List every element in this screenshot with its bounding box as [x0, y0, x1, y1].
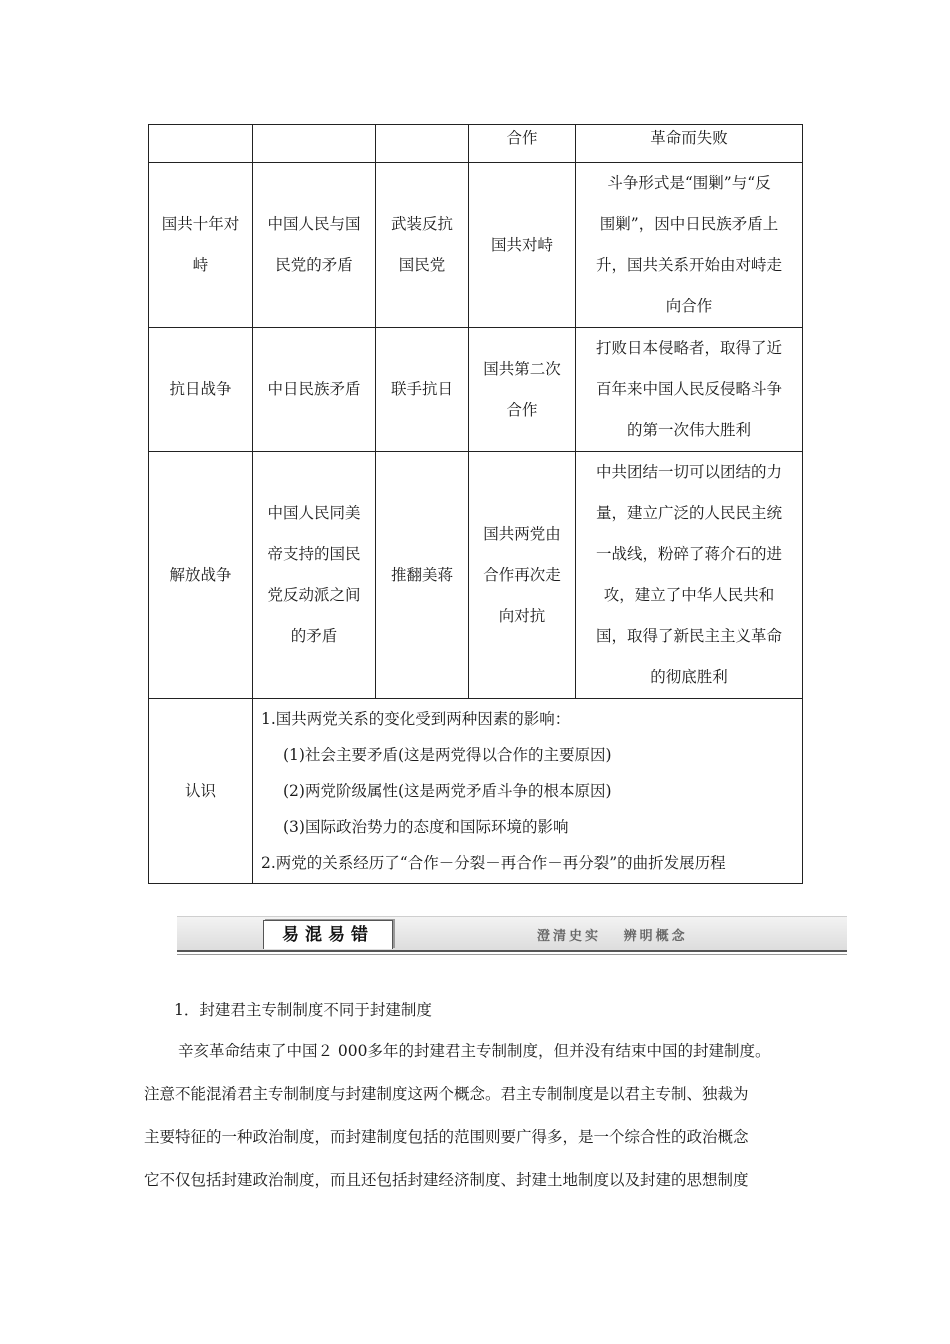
result-line: 打败日本侵略者，取得了近 [595, 339, 782, 357]
conflict-line: 的矛盾 [290, 627, 338, 645]
period-cell: 抗日战争 [149, 328, 253, 452]
result-cell [576, 328, 803, 452]
paragraph-line: 它不仅包括封建政治制度，而且还包括封建经济制度、封建土地制度以及封建的思想制度 [144, 1171, 749, 1189]
result-line: 斗争形式是“围剿”与“反 [607, 174, 771, 192]
notes-point: 2.两党的关系经历了“合作－分裂－再合作－再分裂”的曲折发展历程 [261, 854, 726, 872]
relations-table [148, 124, 803, 884]
table-cell [376, 125, 469, 163]
conflict-line: 帝支持的国民 [267, 545, 361, 563]
section-title: 1．封建君主专制制度不同于封建制度 [174, 1001, 432, 1019]
notes-subpoint: (3)国际政治势力的态度和国际环境的影响 [283, 818, 569, 836]
policy-cell: 武装反抗国民党 [376, 163, 469, 328]
result-line: 国，取得了新民主主义革命 [595, 627, 782, 645]
relation-line: 向对抗 [498, 606, 546, 625]
conflict-cell: 中日民族矛盾 [253, 328, 376, 452]
relation-cell: 国共对峙 [469, 163, 576, 328]
result-cell [576, 452, 803, 699]
result-line: 中共团结一切可以团结的力 [595, 463, 782, 481]
notes-subpoint: (1)社会主要矛盾(这是两党得以合作的主要原因) [283, 746, 612, 764]
banner-title: 易混易错 [263, 920, 393, 949]
relation-line: 国共第二次 [483, 359, 561, 378]
table-row [149, 328, 803, 452]
period-cell: 解放战争 [149, 452, 253, 699]
table-cell [149, 125, 253, 163]
relation-cell [469, 452, 576, 699]
result-line: 向合作 [665, 297, 713, 315]
result-line: 升，国共关系开始由对峙走 [595, 256, 782, 274]
paragraph-line: 主要特征的一种政治制度，而封建制度包括的范围则要广得多，是一个综合性的政治概念 [144, 1128, 749, 1146]
paragraph-line: 辛亥革命结束了中国２ 000多年的封建君主专制制度，但并没有结束中国的封建制度。 [178, 1042, 771, 1060]
section-banner [177, 916, 847, 956]
notes-cell [253, 699, 803, 884]
conflict-line: 中国人民同美 [267, 504, 361, 522]
section-paragraph [144, 1030, 844, 1202]
paragraph-line: 注意不能混淆君主专制制度与封建制度这两个概念。君主专制制度是以君主专制、独裁为 [144, 1085, 749, 1103]
table-cell [253, 125, 376, 163]
period-cell: 国共十年对峙 [149, 163, 253, 328]
notes-subpoint: (2)两党阶级属性(这是两党矛盾斗争的根本原因) [283, 782, 612, 800]
result-line: 攻，建立了中华人民共和 [603, 586, 775, 604]
table-row [149, 163, 803, 328]
table-row [149, 452, 803, 699]
conflict-cell [253, 452, 376, 699]
table-cell: 革命而失败 [576, 125, 803, 163]
banner-subtitle: 澄清史实 辨明概念 [537, 929, 688, 944]
notes-point: 1.国共两党关系的变化受到两种因素的影响： [261, 710, 571, 728]
conflict-line: 党反动派之间 [267, 586, 361, 604]
result-line: 的第一次伟大胜利 [626, 421, 751, 439]
result-line: 的彻底胜利 [650, 668, 728, 686]
relation-line: 合作再次走 [483, 565, 561, 584]
policy-cell: 推翻美蒋 [376, 452, 469, 699]
result-line: 量，建立广泛的人民民主统 [595, 504, 782, 522]
conflict-cell: 中国人民与国民党的矛盾 [253, 163, 376, 328]
result-line: 一战线，粉碎了蒋介石的进 [595, 545, 782, 563]
notes-label: 认识 [149, 699, 253, 884]
result-cell [576, 163, 803, 328]
banner-divider [177, 950, 847, 952]
banner-divider [177, 954, 847, 955]
table-cell: 合作 [469, 125, 576, 163]
result-line: 百年来中国人民反侵略斗争 [595, 380, 782, 398]
relation-cell [469, 328, 576, 452]
table-row [149, 699, 803, 884]
relation-line: 合作 [506, 400, 538, 419]
policy-cell: 联手抗日 [376, 328, 469, 452]
relation-line: 国共两党由 [483, 524, 561, 543]
table-row [149, 125, 803, 163]
result-line: 围剿”，因中日民族矛盾上 [599, 215, 779, 233]
